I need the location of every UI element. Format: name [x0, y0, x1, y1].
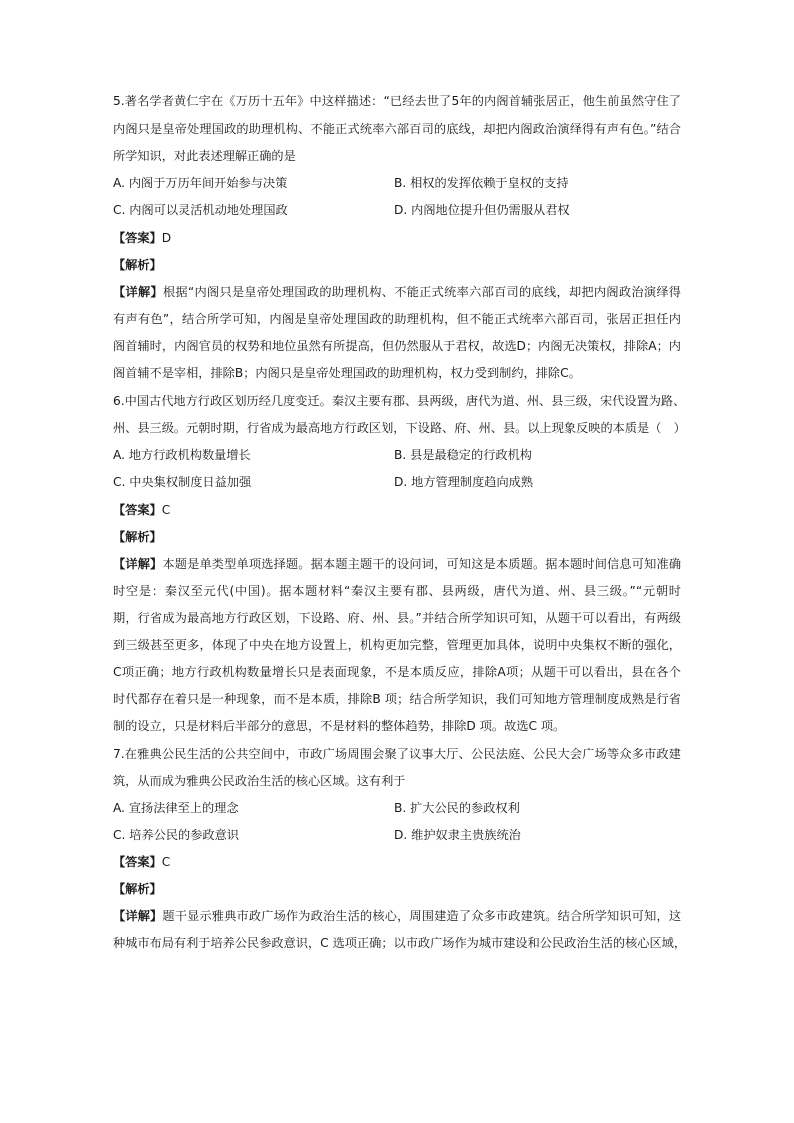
- q5-stem-line-1: 5.著名学者黄仁宇在《万历十五年》中这样描述：“已经去世了5年的内阁首辅张居正，他生前虽然守住了: [113, 94, 681, 108]
- answer-tag: 【答案】: [113, 231, 162, 245]
- q7-stem-line-1: 7.在雅典公民生活的公共空间中，市政广场周围会聚了议事大厅、公民法庭、公民大会广场等众多市政建: [113, 747, 681, 761]
- detail-tag: 【详解】: [113, 285, 163, 299]
- detail-text: 本题是单类型单项选择题。据本题主题干的设问词，可知这是本质题。据本题时间信息可知准确: [162, 557, 682, 571]
- detail-text: 题干显示雅典市政广场作为政治生活的核心，周围建造了众多市政建筑。结合所学知识可知，这: [162, 909, 682, 923]
- q5-detail-line-3: 阁首辅时，内阁官员的权势和地位虽然有所提高，但仍然服从于君权，故选D；内阁无决策权，排除A；内: [113, 339, 681, 353]
- q7-answer: [113, 853, 170, 871]
- q6-detail-line-4: 到三级甚至更多，体现了中央在地方设置上，机构更加完整，管理更加具体，说明中央集权不断的强化，: [113, 638, 681, 652]
- q5-option-b: B. 相权的发挥依赖于皇权的支持: [394, 176, 569, 190]
- q6-option-a: A. 地方行政机构数量增长: [113, 448, 251, 462]
- q7-option-d: D. 维护奴隶主贵族统治: [394, 828, 521, 842]
- q6-detail-line-6: 时代都存在着只是一种现象，而不是本质，排除B 项；结合所学知识，我们可知地方管理制度成熟是行省: [113, 692, 681, 706]
- q6-answer: [113, 501, 170, 519]
- q5-option-d: D. 内阁地位提升但仍需服从君权: [394, 203, 570, 217]
- detail-tag: 【详解】: [113, 557, 163, 571]
- answer-tag: 【答案】: [113, 855, 162, 869]
- q5-option-a: A. 内阁于万历年间开始参与决策: [113, 176, 288, 190]
- q5-detail-line-4: 阁首辅不是宰相，排除B；内阁只是皇帝处理国政的助理机构，权力受到制约，排除C。: [113, 366, 581, 380]
- q6-detail-line-2: 时空是：秦汉至元代(中国)。据本题材料“秦汉主要有郡、县两级，唐代为道、州、县三级。”“元朝时: [113, 584, 681, 598]
- q5-stem-line-3: 所学知识，对此表述理解正确的是: [113, 149, 296, 163]
- q6-option-d: D. 地方管理制度趋向成熟: [394, 475, 534, 489]
- detail-tag: 【详解】: [113, 909, 163, 923]
- q7-option-c: C. 培养公民的参政意识: [113, 828, 239, 842]
- q5-option-c: C. 内阁可以灵活机动地处理国政: [113, 203, 288, 217]
- q6-option-b: B. 县是最稳定的行政机构: [394, 448, 532, 462]
- q6-detail-line-1: [113, 555, 681, 573]
- q5-detail-line-2: 有声有色”，结合所学可知，内阁是皇帝处理国政的助理机构，但不能正式统率六部百司，张居正担任内: [113, 312, 681, 326]
- q5-answer: [113, 229, 171, 247]
- q6-option-c: C. 中央集权制度日益加强: [113, 475, 252, 489]
- q7-option-a: A. 宣扬法律至上的理念: [113, 801, 239, 815]
- answer-tag: 【答案】: [113, 503, 162, 517]
- q6-detail-line-3: 期，行省成为最高地方行政区划，下设路、府、州、县。”并结合所学知识可知，从题干可以看出，有两级: [113, 611, 681, 625]
- q6-stem-line-2: 州、县三级。元朝时期，行省成为最高地方行政区划，下设路、府、州、县。以上现象反映的本质是（ ）: [113, 421, 686, 435]
- q5-stem-line-2: 内阁只是皇帝处理国政的助理机构、不能正式统率六部百司的底线，却把内阁政治演绎得有声有色。”结合: [113, 122, 681, 136]
- answer-value: C: [161, 855, 171, 869]
- q5-analysis-tag: 【解析】: [113, 258, 162, 272]
- q6-detail-line-7: 制的设立，只是材料后半部分的意思，不是材料的整体趋势，排除D 项。故选C 项。: [113, 719, 566, 733]
- q7-option-b: B. 扩大公民的参政权利: [394, 801, 520, 815]
- q7-analysis-tag: 【解析】: [113, 882, 162, 896]
- q6-analysis-tag: 【解析】: [113, 530, 162, 544]
- detail-text: 根据“内阁只是皇帝处理国政的助理机构、不能正式统率六部百司的底线，却把内阁政治演绎得: [162, 285, 681, 299]
- answer-value: D: [161, 231, 172, 245]
- answer-value: C: [161, 503, 171, 517]
- q6-detail-line-5: C项正确；地方行政机构数量增长只是表面现象，不是本质反应，排除A项；从题干可以看出，县在各个: [113, 665, 681, 679]
- q7-stem-line-2: 筑，从而成为雅典公民政治生活的核心区域。这有利于: [113, 774, 406, 788]
- q6-stem-line-1: 6.中国古代地方行政区划历经几度变迁。秦汉主要有郡、县两级，唐代为道、州、县三级，宋代设置为路、: [113, 394, 686, 408]
- q5-detail-line-1: [113, 283, 681, 301]
- q7-detail-line-2: 种城市布局有利于培养公民参政意识，C 选项正确；以市政广场作为城市建设和公民政治生活的核心区域，: [113, 936, 687, 950]
- q7-detail-line-1: [113, 907, 681, 925]
